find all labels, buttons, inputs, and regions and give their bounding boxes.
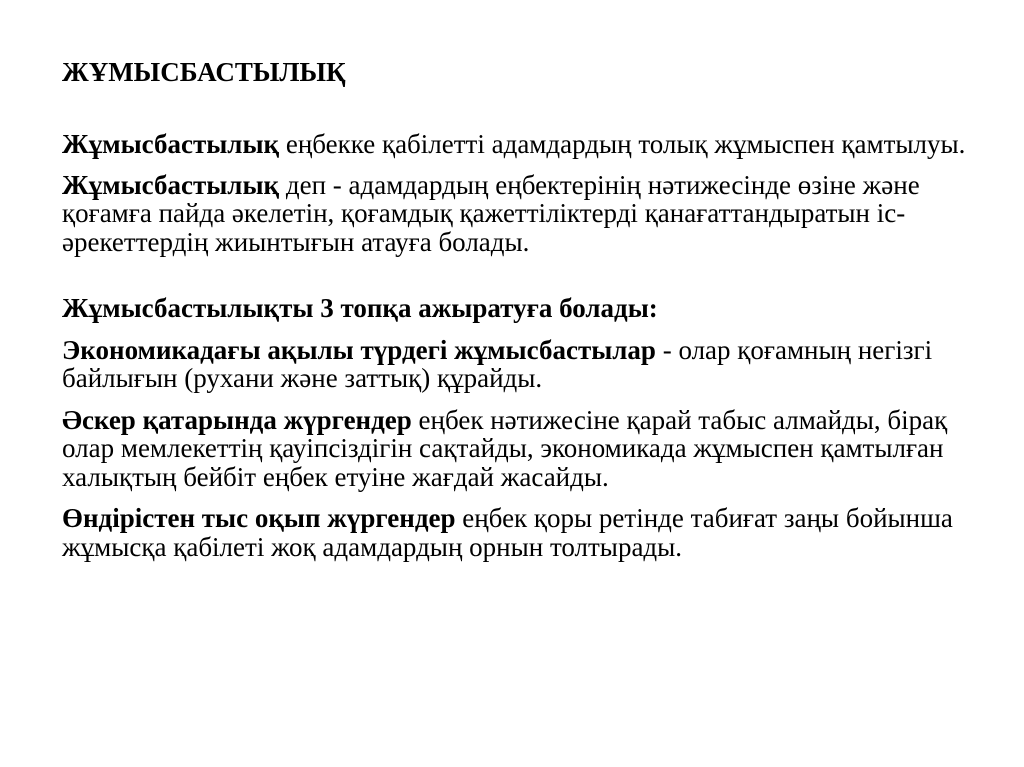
term-bold: Экономикадағы ақылы түрдегі жұмысбастылар — [62, 334, 656, 365]
paragraph-text: деп - адамдардың еңбектерінің нәтижесінде өзіне және қоғамға пайда әкелетін, қоғамдық қажеттіліктерді қанағаттандыратын іс-әрекеттердің жиынтығын атауға болады. — [62, 169, 920, 257]
paragraph-group-students — [62, 504, 982, 561]
paragraph-group-economy — [62, 336, 982, 393]
paragraph-text: еңбек қоры ретінде табиғат заңы бойынша жұмысқа қабілеті жоқ адамдардың орнын толтырады. — [62, 503, 953, 562]
slide-title: ЖҰМЫСБАСТЫЛЫҚ — [62, 57, 346, 87]
term-bold: Әскер қатарында жүргендер — [62, 404, 412, 435]
paragraph-text: еңбек нәтижесіне қарай табыс алмайды, бірақ олар мемлекеттің қауіпсіздігін сақтайды, экономикада жұмыспен қамтылған халықтың бейбіт еңбек етуіне жағдай жасайды. — [62, 404, 948, 492]
term-bold: Өндірістен тыс оқып жүргендер — [62, 503, 456, 533]
term-bold: Жұмысбастылық — [62, 129, 280, 159]
paragraph-explanation — [62, 171, 982, 257]
paragraph-text: еңбекке қабілетті адамдардың толық жұмыспен қамтылуы. — [279, 129, 966, 159]
paragraph-definition — [62, 130, 982, 159]
slide-content — [62, 54, 982, 561]
paragraph-text: - олар қоғамның негізгі байлығын (рухани және заттық) құрайды. — [62, 334, 933, 393]
paragraph-group-army — [62, 406, 982, 492]
paragraph-groups-heading — [62, 294, 982, 323]
term-bold: Жұмысбастылық — [62, 169, 280, 200]
term-bold: Жұмысбастылықты 3 топқа ажыратуға болады: — [62, 293, 658, 323]
